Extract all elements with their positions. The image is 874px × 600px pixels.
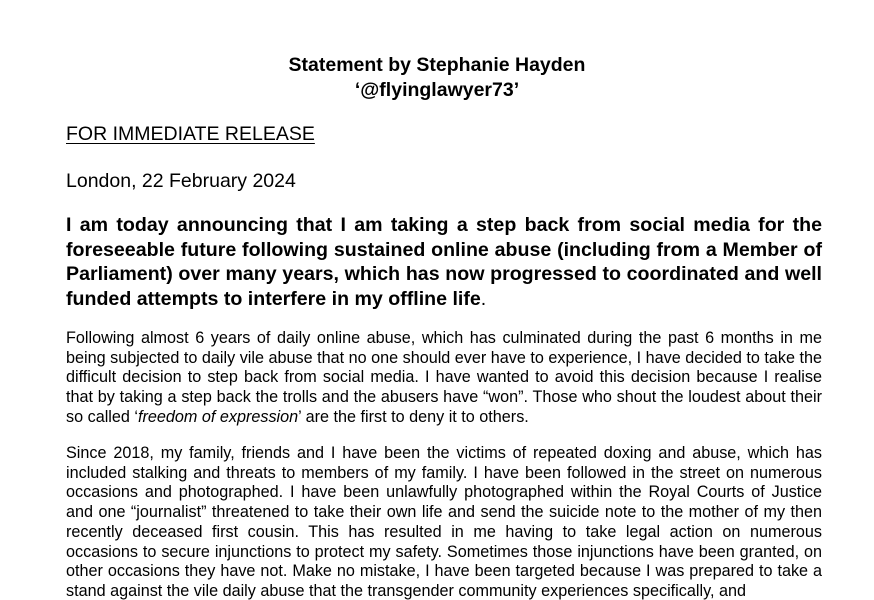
paragraph-1 — [66, 329, 822, 428]
headline — [66, 213, 822, 311]
headline-period: . — [480, 287, 487, 310]
statement-handle: ‘@flyinglawyer73’ — [354, 79, 520, 101]
paragraph-1-italic: freedom of expression — [137, 407, 299, 426]
paragraph-1-text-b: ’ are the first to deny it to others. — [298, 407, 529, 426]
paragraph-2: Since 2018, my family, friends and I have been the victims of repeated doxing and abuse, which has included stalking and threats to members of my family. I have been followed in the street on numerous occasions and photographed. I have been unlawfully photographed within the Royal Courts of Justice and one “journalist” threatened to take their own life and send the suicide note to the mother of my then recently deceased first cousin. This has resulted in me having to take legal action on numerous occasions to secure injunctions to protect my safety. Sometimes those injunctions have been granted, on other occasions they have not. Make no mistake, I have been targeted because I was prepared to take a stand against the vile daily abuse that the transgender community experiences specifically, and — [66, 444, 822, 600]
headline-text: I am today announcing that I am taking a step back from social media for the foreseeable future following sustained online abuse (including from a Member of Parliament) over many years, which has now progressed to coordinated and well funded attempts to interfere in my offline life — [66, 214, 822, 310]
release-label: FOR IMMEDIATE RELEASE — [66, 123, 315, 145]
dateline: London, 22 February 2024 — [66, 170, 296, 192]
statement-title: Statement by Stephanie Hayden — [288, 54, 586, 76]
paragraph-1-text-a: Following almost 6 years of daily online abuse, which has culminated during the past 6 months in me being subjected to daily vile abuse that no one should ever have to experience, I have decided to take the difficult decision to step back from social media. I have wanted to avoid this decision because I realise that by taking a step back the trolls and the abusers have “won”. Those who shout the loudest about their so called ‘ — [66, 329, 822, 426]
